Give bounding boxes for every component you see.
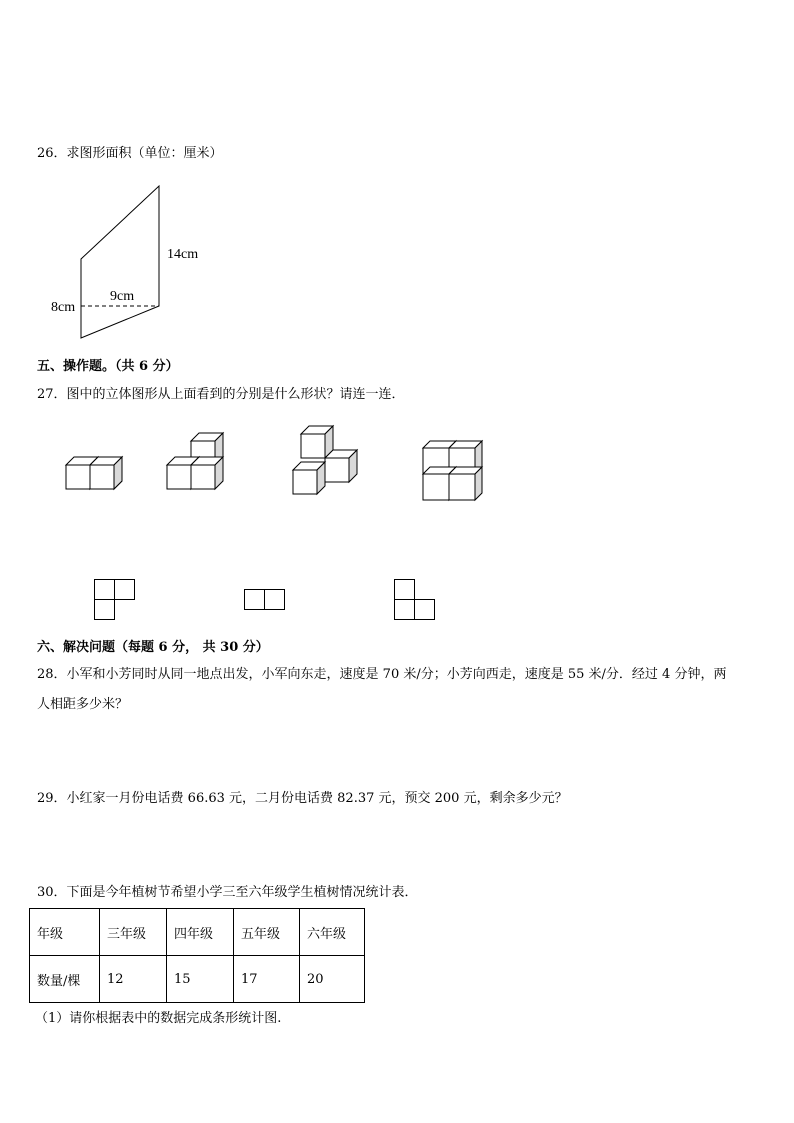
q27-text: 27．图中的立体图形从上面看到的分别是什么形状？请连一连． <box>37 387 405 402</box>
solid-4 <box>423 441 482 500</box>
table-row <box>30 956 365 1003</box>
section6-title: 六、解决问题（每题 6 分， 共 30 分） <box>37 640 269 655</box>
solid-2 <box>167 433 223 489</box>
table-cell: 年级 <box>30 909 100 956</box>
table-cell: 六年级 <box>300 909 365 956</box>
table-cell: 数量/棵 <box>30 956 100 1003</box>
top-view-3 <box>395 580 435 620</box>
label-14cm: 14cm <box>167 247 199 262</box>
label-8cm: 8cm <box>51 300 76 315</box>
solid-1 <box>66 457 122 489</box>
q26-text: 26．求图形面积（单位：厘米） <box>37 146 223 161</box>
table-header-row <box>30 909 365 956</box>
table-cell: 20 <box>300 956 365 1003</box>
table-cell: 17 <box>234 956 300 1003</box>
q26-trapezoid-figure <box>40 180 220 345</box>
q30-stats-table <box>29 908 365 1003</box>
label-9cm: 9cm <box>110 289 135 304</box>
q27-top-views <box>0 570 794 630</box>
section5-title: 五、操作题。（共 6 分） <box>37 359 179 374</box>
q27-solids <box>0 420 794 510</box>
q30-text: 30．下面是今年植树节希望小学三至六年级学生植树情况统计表． <box>37 885 418 900</box>
table-cell: 四年级 <box>167 909 234 956</box>
table-cell: 五年级 <box>234 909 300 956</box>
q30-sub1: （1）请你根据表中的数据完成条形统计图. <box>35 1011 282 1026</box>
q28-line2: 人相距多少米？ <box>37 697 129 712</box>
table-cell: 12 <box>100 956 167 1003</box>
q28-line1: 28．小军和小芳同时从同一地点出发，小军向东走，速度是 70 米/分；小芳向西走，速度是 55 米/分．经过 4 分钟，两 <box>37 667 727 682</box>
top-view-1 <box>95 580 135 620</box>
top-view-2 <box>245 590 285 610</box>
table-cell: 15 <box>167 956 234 1003</box>
table-cell: 三年级 <box>100 909 167 956</box>
q29-text: 29．小红家一月份电话费 66.63 元，二月份电话费 82.37 元，预交 200 元，剩余多少元？ <box>37 791 568 806</box>
solid-3 <box>293 426 357 494</box>
trapezoid-outline <box>81 186 159 338</box>
